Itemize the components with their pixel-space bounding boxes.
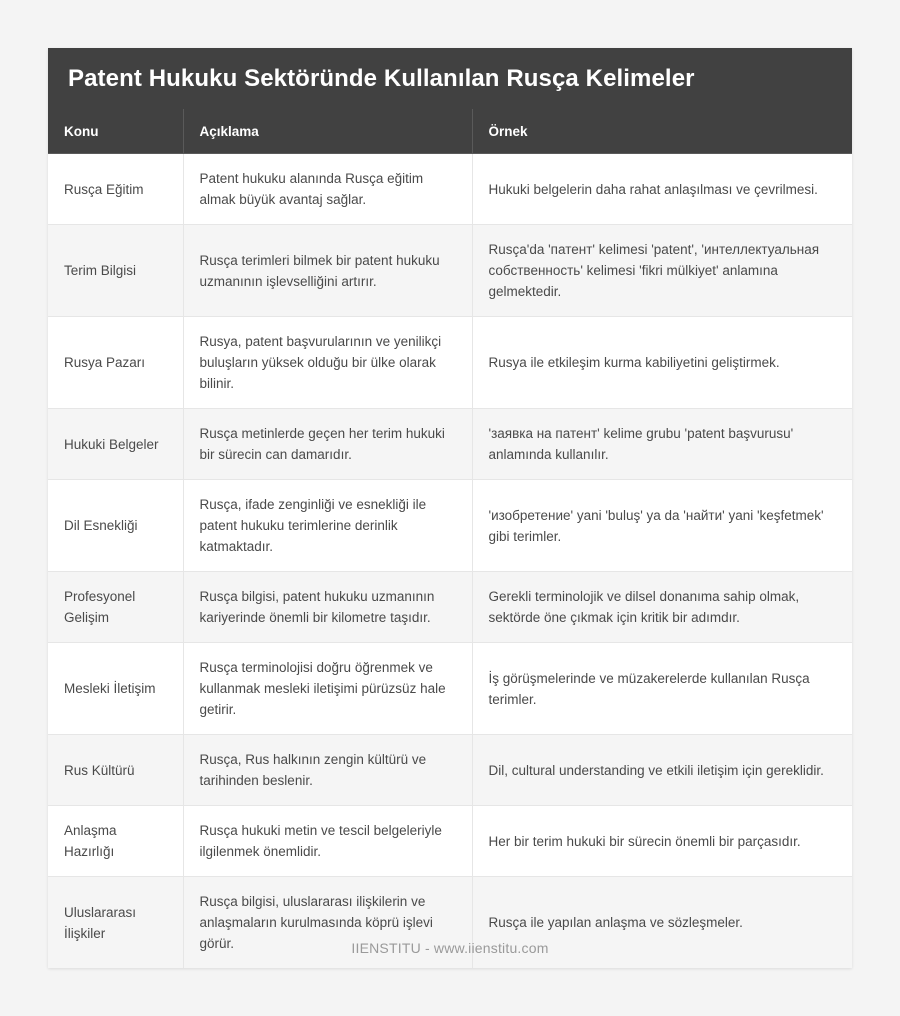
cell-description: Rusça terminolojisi doğru öğrenmek ve kullanmak mesleki iletişimi pürüzsüz hale getirir. xyxy=(183,643,472,735)
table-header-row xyxy=(48,109,852,154)
cell-example: Gerekli terminolojik ve dilsel donanıma sahip olmak, sektörde öne çıkmak için kritik bir adımdır. xyxy=(472,572,852,643)
cell-description: Rusça, Rus halkının zengin kültürü ve tarihinden beslenir. xyxy=(183,735,472,806)
cell-topic: Rus Kültürü xyxy=(48,735,183,806)
cell-example: 'изобретение' yani 'buluş' ya da 'найти' yani 'keşfetmek' gibi terimler. xyxy=(472,480,852,572)
cell-description: Rusça, ifade zenginliği ve esnekliği ile patent hukuku terimlerine derinlik katmaktadır. xyxy=(183,480,472,572)
cell-description: Rusça terimleri bilmek bir patent hukuku uzmanının işlevselliğini artırır. xyxy=(183,225,472,317)
cell-topic: Mesleki İletişim xyxy=(48,643,183,735)
cell-description: Rusça bilgisi, patent hukuku uzmanının kariyerinde önemli bir kilometre taşıdır. xyxy=(183,572,472,643)
table-row xyxy=(48,154,852,225)
cell-example: 'заявка на патент' kelime grubu 'patent başvurusu' anlamında kullanılır. xyxy=(472,409,852,480)
cell-example: Dil, cultural understanding ve etkili iletişim için gereklidir. xyxy=(472,735,852,806)
cell-topic: Rusya Pazarı xyxy=(48,317,183,409)
cell-description: Rusça metinlerde geçen her terim hukuki bir sürecin can damarıdır. xyxy=(183,409,472,480)
table-row xyxy=(48,735,852,806)
cell-description: Rusça bilgisi, uluslararası ilişkilerin ve anlaşmaların kurulmasında köprü işlevi görür. xyxy=(183,877,472,969)
table-row xyxy=(48,572,852,643)
cell-description: Rusya, patent başvurularının ve yenilikçi buluşların yüksek olduğu bir ülke olarak bilinir. xyxy=(183,317,472,409)
cell-topic: Rusça Eğitim xyxy=(48,154,183,225)
cell-example: Her bir terim hukuki bir sürecin önemli bir parçasıdır. xyxy=(472,806,852,877)
russian-terms-table xyxy=(48,109,852,968)
table-body xyxy=(48,154,852,969)
cell-topic: Terim Bilgisi xyxy=(48,225,183,317)
cell-description: Patent hukuku alanında Rusça eğitim almak büyük avantaj sağlar. xyxy=(183,154,472,225)
table-row xyxy=(48,317,852,409)
cell-topic: Dil Esnekliği xyxy=(48,480,183,572)
cell-example: Hukuki belgelerin daha rahat anlaşılması ve çevrilmesi. xyxy=(472,154,852,225)
column-header-example: Örnek xyxy=(472,109,852,154)
table-row xyxy=(48,806,852,877)
page-title: Patent Hukuku Sektöründe Kullanılan Rusça Kelimeler xyxy=(48,48,852,109)
cell-example: Rusça'da 'патент' kelimesi 'patent', 'интеллектуальная собственность' kelimesi 'fikri mülkiyet' anlamına gelmektedir. xyxy=(472,225,852,317)
cell-description: Rusça hukuki metin ve tescil belgeleriyle ilgilenmek önemlidir. xyxy=(183,806,472,877)
footer-branding: IIENSTITU - www.iienstitu.com xyxy=(351,940,549,956)
cell-topic: Hukuki Belgeler xyxy=(48,409,183,480)
column-header-desc: Açıklama xyxy=(183,109,472,154)
column-header-topic: Konu xyxy=(48,109,183,154)
table-row xyxy=(48,643,852,735)
table-row xyxy=(48,480,852,572)
cell-topic: Uluslararası İlişkiler xyxy=(48,877,183,969)
cell-example: Rusya ile etkileşim kurma kabiliyetini geliştirmek. xyxy=(472,317,852,409)
table-row xyxy=(48,225,852,317)
cell-topic: Anlaşma Hazırlığı xyxy=(48,806,183,877)
cell-topic: Profesyonel Gelişim xyxy=(48,572,183,643)
table-card xyxy=(48,48,852,968)
cell-example: Rusça ile yapılan anlaşma ve sözleşmeler. xyxy=(488,915,743,930)
table-header xyxy=(48,109,852,154)
table-row xyxy=(48,409,852,480)
cell-example: İş görüşmelerinde ve müzakerelerde kullanılan Rusça terimler. xyxy=(472,643,852,735)
